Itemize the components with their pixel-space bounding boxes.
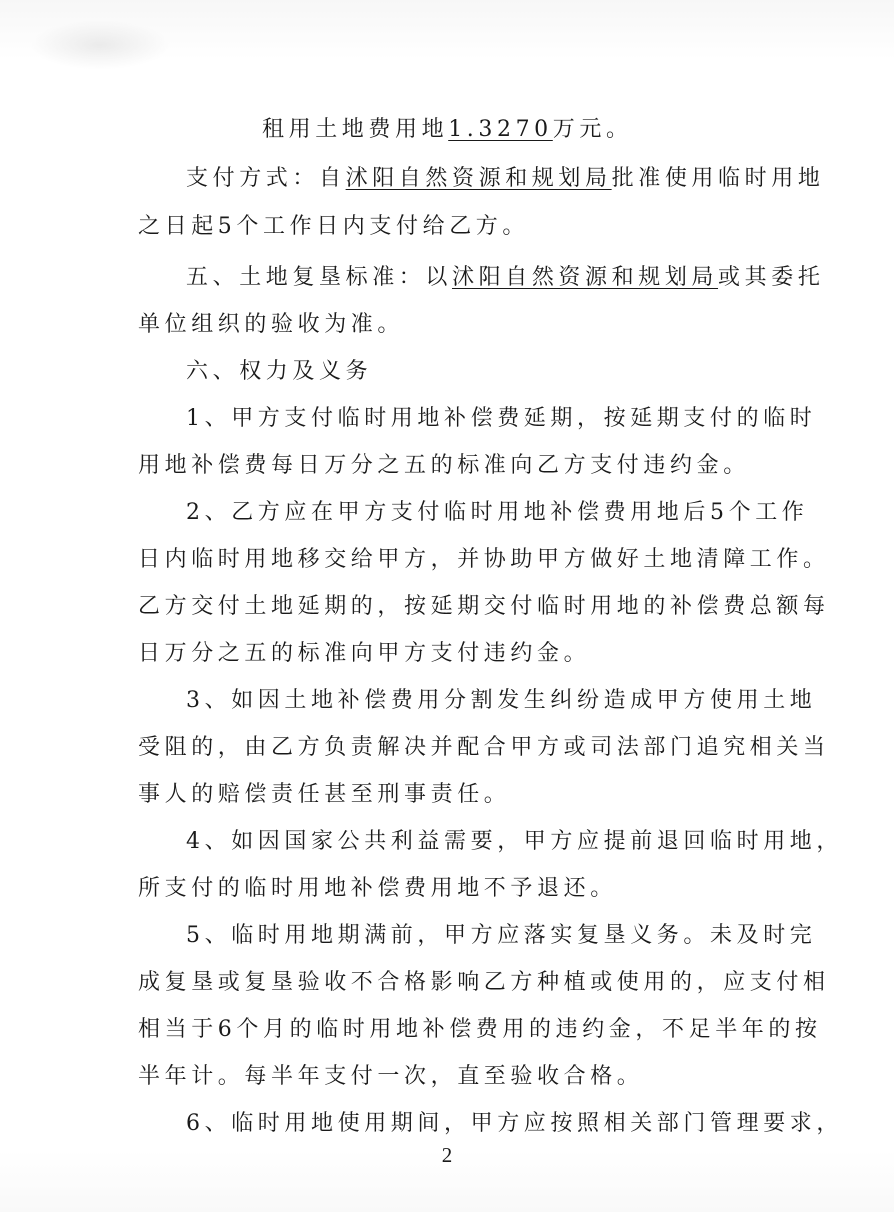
rent-line <box>262 115 633 145</box>
clause1-line-1: 1、甲方支付临时用地补偿费延期，按延期支付的临时 <box>186 406 817 431</box>
section5-rest: 或其委托 <box>718 265 825 290</box>
rent-amount: 1.3270 <box>448 117 553 142</box>
clause4-line-2: 所支付的临时用地补偿费用地不予退还。 <box>138 876 617 901</box>
clause5-line-2: 成复垦或复垦验收不合格影响乙方种植或使用的，应支付相 <box>138 970 830 995</box>
clause3-line-3: 事人的赔偿责任甚至刑事责任。 <box>138 782 511 807</box>
section5-authority: 沭阳自然资源和规划局 <box>452 265 719 290</box>
payment-authority: 沭阳自然资源和规划局 <box>345 166 612 191</box>
rent-suffix: 万元。 <box>552 117 633 142</box>
section5-label: 五、土地复垦标准：以 <box>186 265 453 290</box>
clause5-line-3: 相当于6个月的临时用地补偿费用的违约金，不足半年的按 <box>138 1017 822 1042</box>
clause1-line-2: 用地补偿费每日万分之五的标准向乙方支付违约金。 <box>138 453 750 478</box>
clause3-line-2: 受阻的，由乙方负责解决并配合甲方或司法部门追究相关当 <box>138 735 830 760</box>
section6-heading: 六、权力及义务 <box>186 359 373 384</box>
clause3-line-1: 3、如因土地补偿费用分割发生纠纷造成甲方使用土地 <box>186 688 817 713</box>
page-number: 2 <box>441 1143 453 1167</box>
clause5-line-4: 半年计。每半年支付一次，直至验收合格。 <box>138 1064 644 1089</box>
payment-line-2: 之日起5个工作日内支付给乙方。 <box>138 214 529 239</box>
section5-line-2: 单位组织的验收为准。 <box>138 312 405 337</box>
clause2-line-4: 日万分之五的标准向甲方支付违约金。 <box>138 641 591 666</box>
payment-rest: 批准使用临时用地 <box>611 166 825 191</box>
clause2-line-2: 日内临时用地移交给甲方，并协助甲方做好土地清障工作。 <box>138 547 830 572</box>
payment-line-1 <box>186 164 824 194</box>
payment-label: 支付方式：自 <box>186 166 346 191</box>
clause4-line-1: 4、如因国家公共利益需要，甲方应提前退回临时用地， <box>186 829 843 854</box>
clause2-line-3: 乙方交付土地延期的，按延期交付临时用地的补偿费总额每 <box>138 594 830 619</box>
clause2-line-1: 2、乙方应在甲方支付临时用地补偿费用地后5个工作 <box>186 500 809 525</box>
clause6-line-1: 6、临时用地使用期间，甲方应按照相关部门管理要求， <box>186 1111 843 1136</box>
section5-line-1 <box>186 263 824 293</box>
clause5-line-1: 5、临时用地期满前，甲方应落实复垦义务。未及时完 <box>186 923 817 948</box>
rent-prefix: 租用土地费用地 <box>262 117 449 142</box>
scan-smudge <box>30 20 170 70</box>
